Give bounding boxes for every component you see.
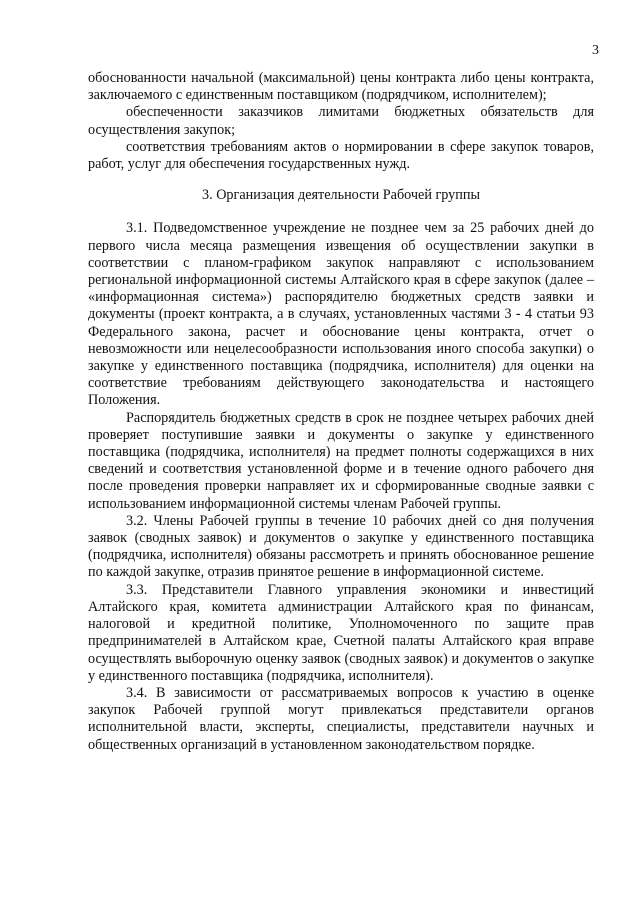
paragraph-budget-limits: обеспеченности заказчиков лимитами бюджетных обязательств для осуществления закупок; xyxy=(88,104,594,138)
section-heading: 3. Организация деятельности Рабочей группы xyxy=(202,187,480,204)
document-body xyxy=(88,70,594,754)
paragraph-3-1: 3.1. Подведомственное учреждение не позднее чем за 25 рабочих дней до первого числа месяца размещения извещения об осуществлении закупки в соответствии с планом-графиком закупок направляют с использованием региональной информационной системы Алтайского края в сфере закупок (далее – «информационная система») распорядителю бюджетных средств заявки и документы (проект контракта, а в случаях, установленных частями 3 - 4 статьи 93 Федерального закона, расчет и обоснование цены контракта, отчет о невозможности или нецелесообразности использования иного способа закупки) о закупке у единственного поставщика (подрядчика, исполнителя) для оценки на соответствие требованиям действующего законодательства и настоящего Положения. xyxy=(88,220,594,409)
paragraph-3-1-distributor: Распорядитель бюджетных средств в срок не позднее четырех рабочих дней проверяет поступившие заявки и документы о закупке у единственного поставщика (подрядчика, исполнителя) на предмет полноты содержащихся в них сведений и соответствия установленной форме и в течение одного рабочего дня после проведения проверки направляет их и сформированные сводные заявки с использованием информационной системы членам Рабочей группы. xyxy=(88,409,594,512)
paragraph-justification-price: обоснованности начальной (максимальной) цены контракта либо цены контракта, заключаемого с единственным поставщиком (подрядчиком, исполнителем); xyxy=(88,70,594,104)
paragraph-3-3: 3.3. Представители Главного управления экономики и инвестиций Алтайского края, комитета администрации Алтайского края по финансам, налоговой и кредитной политике, Уполномоченного по защите прав предпринимателей в Алтайском крае, Счетной палаты Алтайского края вправе осуществлять выборочную оценку заявок (сводных заявок) и документов о закупке у единственного поставщика (подрядчика, исполнителя). xyxy=(88,581,594,684)
paragraph-norming-compliance: соответствия требованиям актов о нормировании в сфере закупок товаров, работ, услуг для обеспечения государственных нужд. xyxy=(88,138,594,173)
page-number: 3 xyxy=(592,43,599,58)
paragraph-3-2: 3.2. Члены Рабочей группы в течение 10 рабочих дней со дня получения заявок (сводных заявок) и документов о закупке у единственного поставщика (подрядчика, исполнителя) обязаны рассмотреть и принять обоснованное решение по каждой закупке, отразив принятое решение в информационной системе. xyxy=(88,512,594,581)
paragraph-3-4: 3.4. В зависимости от рассматриваемых вопросов к участию в оценке закупок Рабочей группой могут привлекаться представители органов исполнительной власти, эксперты, специалисты, представители научных и общественных организаций в установленном законодательством порядке. xyxy=(88,684,594,753)
